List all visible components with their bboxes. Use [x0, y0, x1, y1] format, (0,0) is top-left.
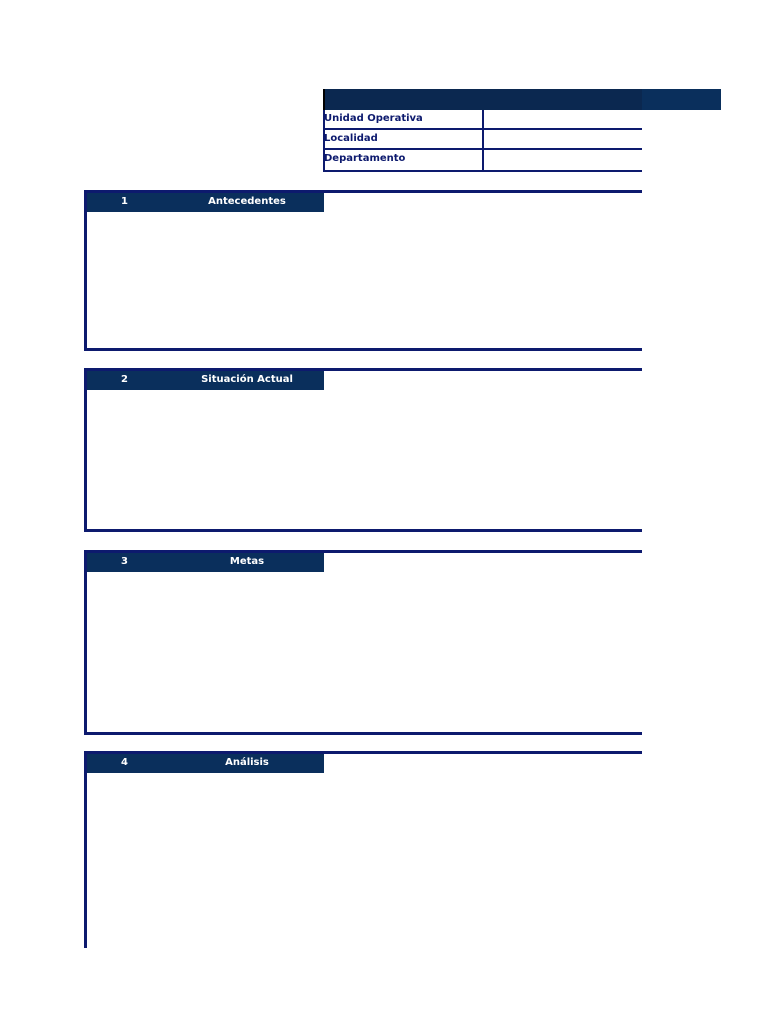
section-antecedentes	[84, 190, 642, 351]
section-analisis	[84, 751, 642, 948]
section-header	[87, 371, 324, 390]
section-header	[87, 553, 324, 572]
info-row-localidad	[324, 130, 642, 150]
info-label-unidad-operativa: Unidad Operativa	[324, 113, 423, 124]
section-number: 1	[121, 196, 128, 207]
header-bar-edge	[323, 89, 325, 110]
section-number: 3	[121, 556, 128, 567]
section-title: Análisis	[225, 757, 269, 768]
section-metas	[84, 550, 642, 735]
section-header	[87, 193, 324, 212]
section-number: 4	[121, 757, 128, 768]
info-divider	[482, 130, 484, 150]
section-header	[87, 754, 324, 773]
info-label-localidad: Localidad	[324, 133, 378, 144]
section-title: Metas	[229, 556, 265, 567]
info-divider	[482, 150, 484, 172]
section-title: Antecedentes	[208, 196, 286, 207]
section-number: 2	[121, 374, 128, 385]
info-row-unidad-operativa	[324, 110, 642, 130]
info-label-departamento: Departamento	[324, 153, 406, 164]
info-row-departamento	[324, 150, 642, 172]
info-divider	[482, 110, 484, 130]
section-title: Situación Actual	[201, 374, 293, 385]
section-situacion-actual	[84, 368, 642, 532]
header-title-cell	[324, 89, 642, 110]
